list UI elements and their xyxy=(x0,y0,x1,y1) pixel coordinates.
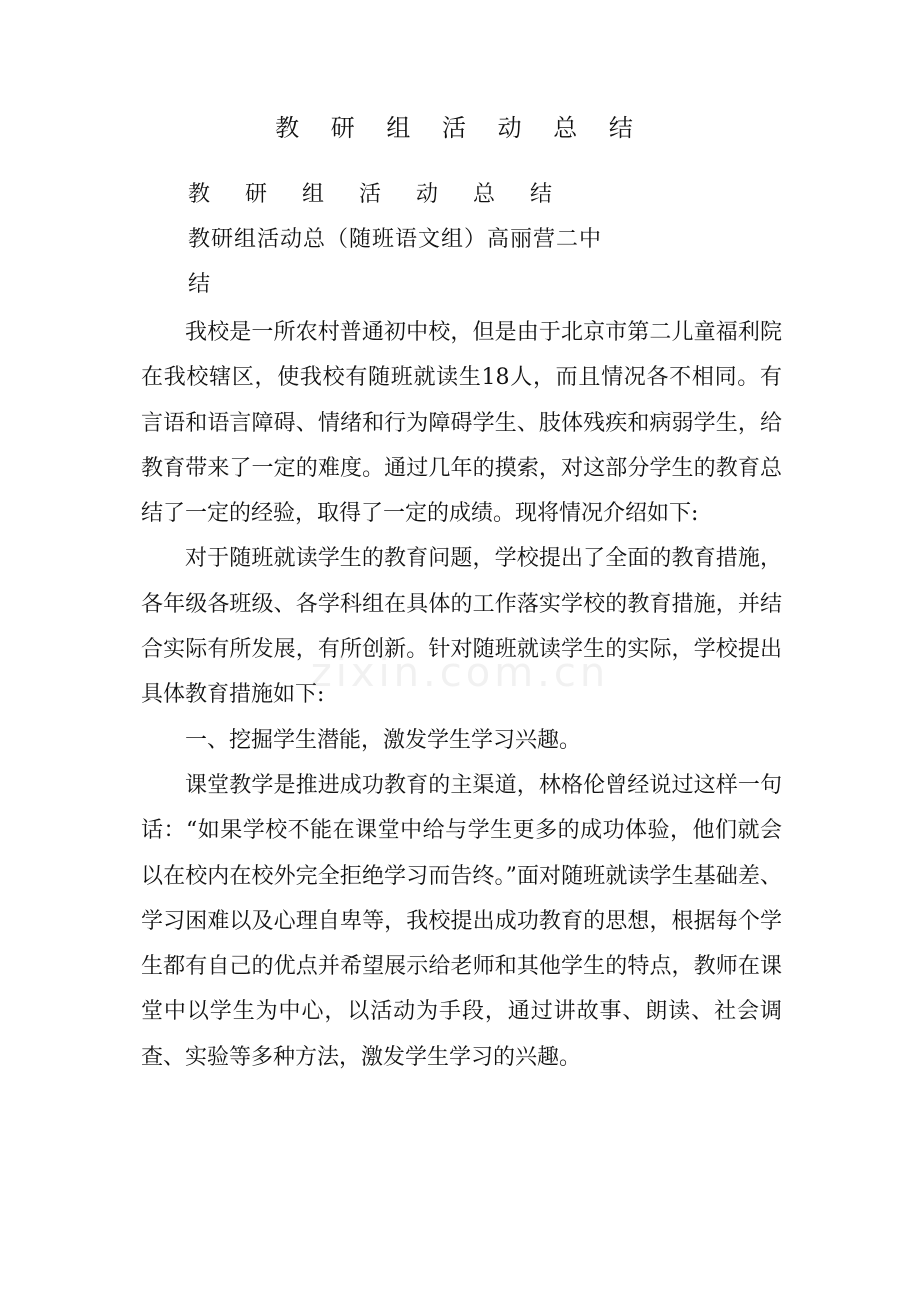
paragraph-intro: 我校是一所农村普通初中校，但是由于北京市第二儿童福利院在我校辖区，使我校有随班就读生18人，而且情况各不相同。有言语和语言障碍、情绪和行为障碍学生、肢体残疾和病弱学生，给教育带来了一定的难度。通过几年的摸索，对这部分学生的教育总结了一定的经验，取得了一定的成绩。现将情况介绍如下: xyxy=(141,320,782,527)
section-title: 教 研 组 活 动 总 结 xyxy=(188,182,566,207)
paragraph-section-heading: 一、挖掘学生潜能，激发学生学习兴趣。 xyxy=(185,727,582,753)
watermark: zixin.com.cn xyxy=(310,650,610,696)
document-title: 教 研 组 活 动 总 结 xyxy=(275,114,645,142)
subtitle-tail: 结 xyxy=(188,272,211,297)
subtitle-line: 教研组活动总（随班语文组）高丽营二中 xyxy=(188,227,603,252)
paragraph-classroom: 课堂教学是推进成功教育的主渠道，林格伦曾经说过这样一句话：“如果学校不能在课堂中给与学生更多的成功体验，他们就会以在校内在校外完全拒绝学习而告终。”面对随班就读学生基础差、学习困难以及心理自卑等，我校提出成功教育的思想，根据每个学生都有自己的优点并希望展示给老师和其他学生的特点，教师在课堂中以学生为中心，以活动为手段，通过讲故事、朗读、社会调查、实验等多种方法，激发学生学习的兴趣。 xyxy=(141,772,782,1070)
document-body xyxy=(141,310,782,1080)
paragraph-measures: 对于随班就读学生的教育问题，学校提出了全面的教育措施，各年级各班级、各学科组在具体的工作落实学校的教育措施，并结合实际有所发展，有所创新。针对随班就读学生的实际，学校提出具体教育措施如下: xyxy=(141,546,782,708)
